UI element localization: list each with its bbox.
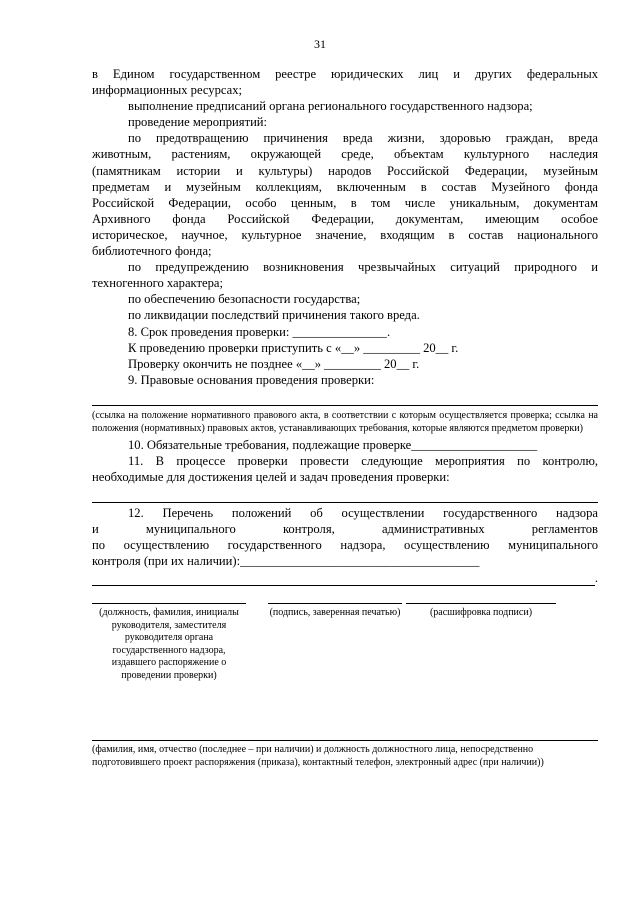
word: регламентов [531,522,598,537]
signature-block [92,603,598,703]
line-end-period: . [594,570,598,585]
paragraph-line: по ликвидации последствий причинения такого вреда. [128,308,420,323]
paragraph-line: 12. Перечень положений об осуществлении государственного надзора [128,506,598,521]
page-number: 31 [314,37,326,51]
paragraph-line: проведение мероприятий: [128,115,268,130]
paragraph-line: Российской Федерации, особо ценным, в том числе уникальным, документам [92,195,598,210]
paragraph-line: контроля (при их наличии):______________________________________ [92,554,480,569]
paragraph-line: техногенного характера; [92,276,223,291]
legal-grounds-note: (ссылка на положение нормативного правового акта, в соответствии с которым осуществляется проверка; ссылка на положения (нормативных) правовых актов, устанавливающих требования, которые являются предметом проверки) [92,409,598,434]
signature-line [268,603,402,604]
signature-name-caption: (расшифровка подписи) [429,607,533,618]
footer-note: (фамилия, имя, отчество (последнее – при наличии) и должность должностного лица, непосредственно подготовившего проект распоряжения (приказа), контактный телефон, электронный адрес (при наличии)) [92,744,544,768]
legal-grounds-heading: 9. Правовые основания проведения проверки: [128,372,375,387]
paragraph-line: по осуществлению государственного надзора, осуществлению муниципального [92,538,598,553]
inspection-start: К проведению проверки приступить с «__» _________ 20__ г. [128,340,459,355]
paragraph-line: Архивного фонда Российской Федерации, документам, имеющим особое [92,211,598,226]
fill-line [92,502,598,503]
paragraph-line: информационных ресурсах; [92,83,243,98]
signature-line [92,603,246,604]
signature-position-caption: (должность, фамилия, инициалы руководителя, заместителя руководителя органа государственного надзора, издавшего распоряжение о проведении проверки) [99,607,239,681]
signature-line [406,603,556,604]
paragraph-line: (памятникам истории и культуры) народов Российской Федерации, музейным [92,163,598,178]
signature-position-col [92,603,246,682]
spaced-line [92,521,598,537]
paragraph-line: по обеспечению безопасности государства; [128,292,361,307]
inspection-period: 8. Срок проведения проверки: _______________. [128,324,391,339]
paragraph-line: животным, растениям, окружающей среде, объектам культурного наследия [92,147,598,162]
inspection-end: Проверку окончить не позднее «__» _________ 20__ г. [128,356,420,371]
paragraph-line: 11. В процессе проверки провести следующие мероприятия по контролю, [128,453,598,468]
paragraph-line: выполнение предписаний органа регионального государственного надзора; [128,99,533,114]
paragraph-line: по предупреждению возникновения чрезвычайных ситуаций природного и [128,260,598,275]
paragraph-line: предметам и музейным коллекциям, включенным в состав Музейного фонда [92,179,598,194]
paragraph-line: по предотвращению причинения вреда жизни, здоровью граждан, вреда [128,131,598,146]
footer-block [92,740,598,769]
fill-line [92,740,598,741]
fill-line-row [92,570,598,586]
word: административных [381,522,485,537]
fill-line [92,405,598,406]
paragraph-line: в Едином государственном реестре юридических лиц и других федеральных [92,67,598,81]
word: муниципального [145,522,236,537]
document-body [92,66,598,586]
paragraph-line: необходимые для достижения целей и задач проведения проверки: [92,470,450,485]
mandatory-requirements: 10. Обязательные требования, подлежащие проверке____________________ [128,437,538,452]
signature-sign-caption: (подпись, заверенная печатью) [269,607,401,618]
paragraph-line: историческое, научное, культурное значение, входящим в состав национального [92,227,598,242]
fill-line [92,573,595,586]
paragraph-line: библиотечного фонда; [92,244,212,259]
word: контроля, [282,522,335,537]
word: и [92,522,99,537]
signature-sign-col [268,603,402,620]
signature-name-col [406,603,556,620]
